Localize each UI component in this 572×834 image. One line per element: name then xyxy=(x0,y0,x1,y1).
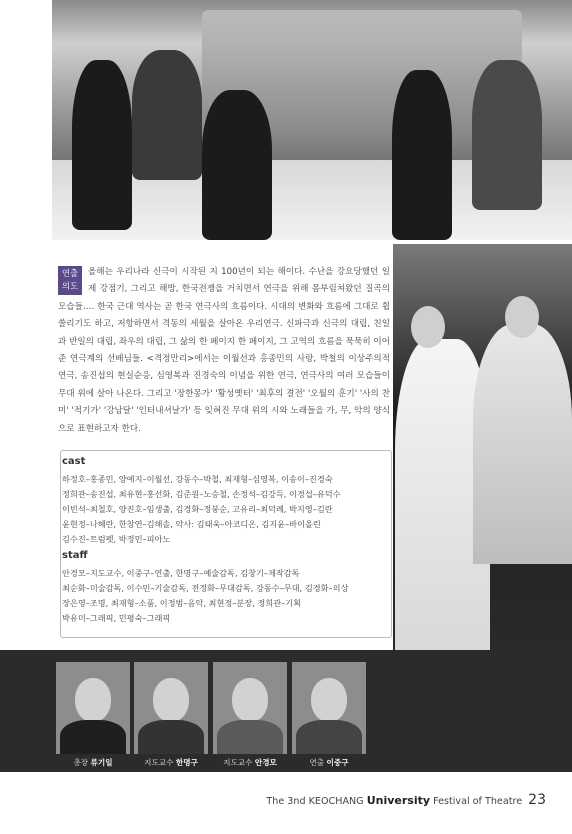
intent-tag xyxy=(58,266,82,295)
cast-line: 윤현정–나혜란, 한창연–김해솔, 악사: 김태욱–아코디온, 김지윤–바이올린 xyxy=(62,519,321,529)
actor-figure xyxy=(472,60,542,210)
actress-hanbok xyxy=(473,324,572,564)
staff-heading: staff xyxy=(62,550,88,561)
intent-text: 올해는 우리나라 신극이 시작된 지 100년이 되는 해이다. 수난을 강요당했던 일제 강점기, 그리고 해방, 한국전쟁을 거치면서 연극을 위해 몸부림쳐왔던 질곡의 모습들…. 한국 근대 역사는 곧 한국 연극사의 흐름이다. 시대의 변화와 흐름에 그대로 휩쓸리기도 하고, 저항하면서 격동의 세월을 살아온 우리연극. 신파극과 신극의 대립, 친일과 반일의 대립, 좌우의 대립, 그 삶의 한 페이지 한 페이지, 그 고역의 흐름을 묵묵히 이어준 연극계의 선배님들. <격정만리>에서는 이월선과 홍종민의 사랑, 박철의 이상주의적 연극, 송진섭의 현실순응, 심영복과 진경숙의 이념을 위한 연극, 연극사의 여러 모습들이 무대 위에 살아 나온다. 그리고 '장한몽가' '황성옛터' '최후의 결전' '오월의 훈기' '사의 찬미' '적기가' '강남달' '인터내셔날가' 등 잊혀진 무대 위의 시와 노래들을 가, 무, 악의 양식으로 표현하고자 한다. xyxy=(58,267,390,434)
portrait-photo xyxy=(213,662,287,754)
portrait-caption xyxy=(284,757,374,768)
page-number: 23 xyxy=(528,792,546,808)
director-intent-paragraph xyxy=(58,264,390,438)
portrait-name: 이중구 xyxy=(326,758,349,767)
portrait-name: 안경모 xyxy=(254,758,277,767)
portrait-caption xyxy=(205,757,295,768)
portrait-role: 지도교수 xyxy=(144,758,174,767)
actor-figure xyxy=(202,90,272,240)
intent-tag-line1: 연출 xyxy=(61,268,79,278)
staff-line: 최순화–미술감독, 이수민–기술감독, 전정화–무대감독, 강동수–무대, 김경화–의상 xyxy=(62,583,349,593)
portrait-name: 한명구 xyxy=(175,758,198,767)
actor-figure xyxy=(72,60,132,230)
staff-list xyxy=(62,566,384,626)
cast-list xyxy=(62,472,384,547)
stage-photo-right xyxy=(393,244,572,656)
portrait-photo xyxy=(134,662,208,754)
portrait-name: 류기일 xyxy=(90,758,113,767)
actor-figure xyxy=(132,50,202,180)
portrait-role: 총장 xyxy=(73,758,89,767)
actress-face xyxy=(505,296,539,338)
cast-line: 김수진–트럼펫, 박정민–피아노 xyxy=(62,534,171,544)
footer-pre: The 3nd KEOCHANG xyxy=(266,796,364,807)
cast-line: 정희관–송진섭, 최유현–홍선화, 김준원–노승철, 손정석–김강득, 이경섭–유덕수 xyxy=(62,489,341,499)
stage-photo-top xyxy=(52,0,572,240)
actress-face xyxy=(411,306,445,348)
portrait-photo xyxy=(56,662,130,754)
staff-line: 박유미–그래픽, 민평숙–그래픽 xyxy=(62,613,171,623)
portrait-role: 연출 xyxy=(309,758,325,767)
portrait-photo xyxy=(292,662,366,754)
page-footer xyxy=(266,792,546,808)
cast-heading: cast xyxy=(62,456,86,467)
staff-line: 안경모–지도교수, 이중구–연출, 한명구–예술감독, 김창기–제작감독 xyxy=(62,568,300,578)
intent-tag-line2: 의도 xyxy=(61,281,79,291)
portrait-role: 지도교수 xyxy=(223,758,253,767)
footer-university: University xyxy=(366,794,431,807)
portrait-caption xyxy=(126,757,216,768)
actor-figure xyxy=(392,70,452,240)
cast-line: 이빈석–최철호, 양진호–임생출, 김경화–정붕순, 고유리–최덕례, 박지영–김란 xyxy=(62,504,333,514)
footer-post: Festival of Theatre xyxy=(433,796,523,807)
staff-line: 장은영–조명, 최재형–소품, 이정범–음악, 최현정–분장, 정희관–기획 xyxy=(62,598,302,608)
portrait-caption xyxy=(48,757,138,768)
cast-line: 하정호–홍종민, 양예지–이월선, 강동수–박철, 최재형–심영복, 이송이–진경숙 xyxy=(62,474,333,484)
